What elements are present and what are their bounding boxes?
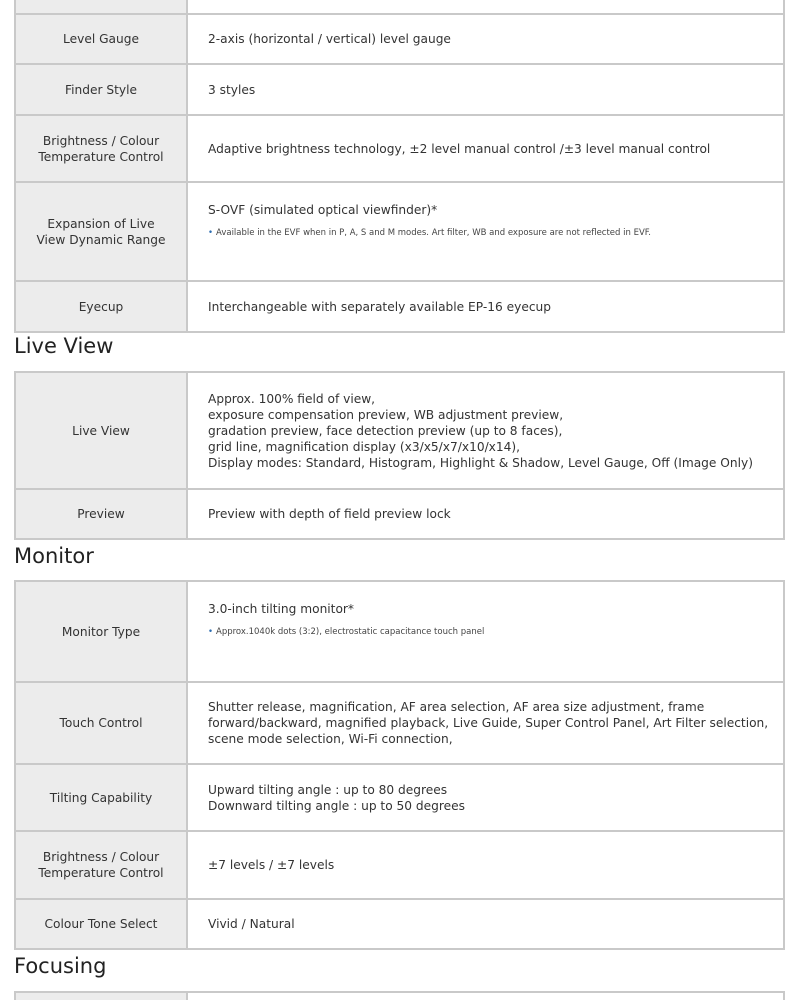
spec-value-line: Upward tilting angle : up to 80 degrees <box>208 782 448 797</box>
spec-value: 3 styles <box>187 64 784 115</box>
spec-label: Touch Control <box>15 682 187 764</box>
spec-label <box>15 992 187 1000</box>
spec-value-line: exposure compensation preview, WB adjustment preview, <box>208 407 564 422</box>
spec-value-line: scene mode selection, Wi-Fi connection, <box>208 732 453 746</box>
spec-label <box>15 182 187 281</box>
table-row <box>15 0 784 14</box>
spec-footnote-text: Available in the EVF when in P, A, S and M modes. Art filter, WB and exposure are not reflected in EVF. <box>216 228 651 238</box>
spec-value: 2-axis (horizontal / vertical) level gauge <box>187 14 784 64</box>
table-row <box>15 581 784 682</box>
spec-label <box>15 831 187 899</box>
spec-footnote <box>208 227 783 239</box>
spec-value <box>187 682 784 764</box>
spec-label-line: Temperature Control <box>38 866 164 880</box>
spec-value <box>187 0 784 14</box>
spec-label: Finder Style <box>15 64 187 115</box>
table-row <box>15 182 784 281</box>
table-row <box>15 489 784 539</box>
table-row <box>15 14 784 64</box>
spec-value-line: forward/backward, magnified playback, Live Guide, Super Control Panel, Art Filter selection, <box>208 716 769 730</box>
spec-value: Vivid / Natural <box>187 899 784 949</box>
table-row <box>15 372 784 489</box>
spec-label: Tilting Capability <box>15 764 187 831</box>
spec-label <box>15 0 187 14</box>
live-view-spec-table <box>14 371 785 540</box>
spec-value-text: 3.0-inch tilting monitor* <box>208 602 355 616</box>
table-row <box>15 115 784 182</box>
table-row <box>15 899 784 949</box>
spec-value <box>187 581 784 682</box>
spec-value: Interchangeable with separately available EP-16 eyecup <box>187 281 784 332</box>
spec-label <box>15 115 187 182</box>
spec-label: Eyecup <box>15 281 187 332</box>
spec-label-line: Brightness / Colour <box>42 133 160 148</box>
viewfinder-spec-table <box>14 0 785 333</box>
spec-value-line: Downward tilting angle : up to 50 degrees <box>208 798 465 813</box>
spec-label-line: Expansion of Live <box>47 216 155 231</box>
spec-label-line: Temperature Control <box>38 149 164 164</box>
spec-label-line: Brightness / Colour <box>42 850 160 864</box>
spec-value: ±7 levels / ±7 levels <box>187 831 784 899</box>
bullet-icon: • <box>208 228 214 238</box>
spec-label-line: View Dynamic Range <box>36 232 166 247</box>
spec-footnote-text: Approx.1040k dots (3:2), electrostatic capacitance touch panel <box>216 627 485 637</box>
section-heading-live-view: Live View <box>14 334 114 358</box>
table-row <box>15 831 784 899</box>
spec-footnote <box>208 626 783 638</box>
spec-label: Level Gauge <box>15 14 187 64</box>
spec-value-line: gradation preview, face detection preview (up to 8 faces), <box>208 423 563 438</box>
section-heading-monitor: Monitor <box>14 544 94 568</box>
table-row <box>15 281 784 332</box>
spec-value <box>187 764 784 831</box>
spec-label: Live View <box>15 372 187 489</box>
focusing-spec-table <box>14 991 785 1000</box>
spec-value: Adaptive brightness technology, ±2 level manual control /±3 level manual control <box>187 115 784 182</box>
spec-label: Colour Tone Select <box>15 899 187 949</box>
spec-value-line: grid line, magnification display (x3/x5/x7/x10/x14), <box>208 439 521 454</box>
table-row <box>15 682 784 764</box>
spec-value: Preview with depth of field preview lock <box>187 489 784 539</box>
section-heading-focusing: Focusing <box>14 954 107 978</box>
table-row <box>15 764 784 831</box>
spec-value <box>187 992 784 1000</box>
table-row <box>15 64 784 115</box>
spec-label: Preview <box>15 489 187 539</box>
bullet-icon: • <box>208 627 214 637</box>
spec-value <box>187 182 784 281</box>
spec-value-line: Display modes: Standard, Histogram, Highlight & Shadow, Level Gauge, Off (Image Only) <box>208 455 753 470</box>
spec-label: Monitor Type <box>15 581 187 682</box>
spec-value-line: Approx. 100% field of view, <box>208 391 376 406</box>
spec-value <box>187 372 784 489</box>
table-row <box>15 992 784 1000</box>
monitor-spec-table <box>14 580 785 950</box>
spec-value-line: Shutter release, magnification, AF area selection, AF area size adjustment, frame <box>208 700 705 714</box>
spec-value-text: S-OVF (simulated optical viewfinder)* <box>208 203 438 217</box>
